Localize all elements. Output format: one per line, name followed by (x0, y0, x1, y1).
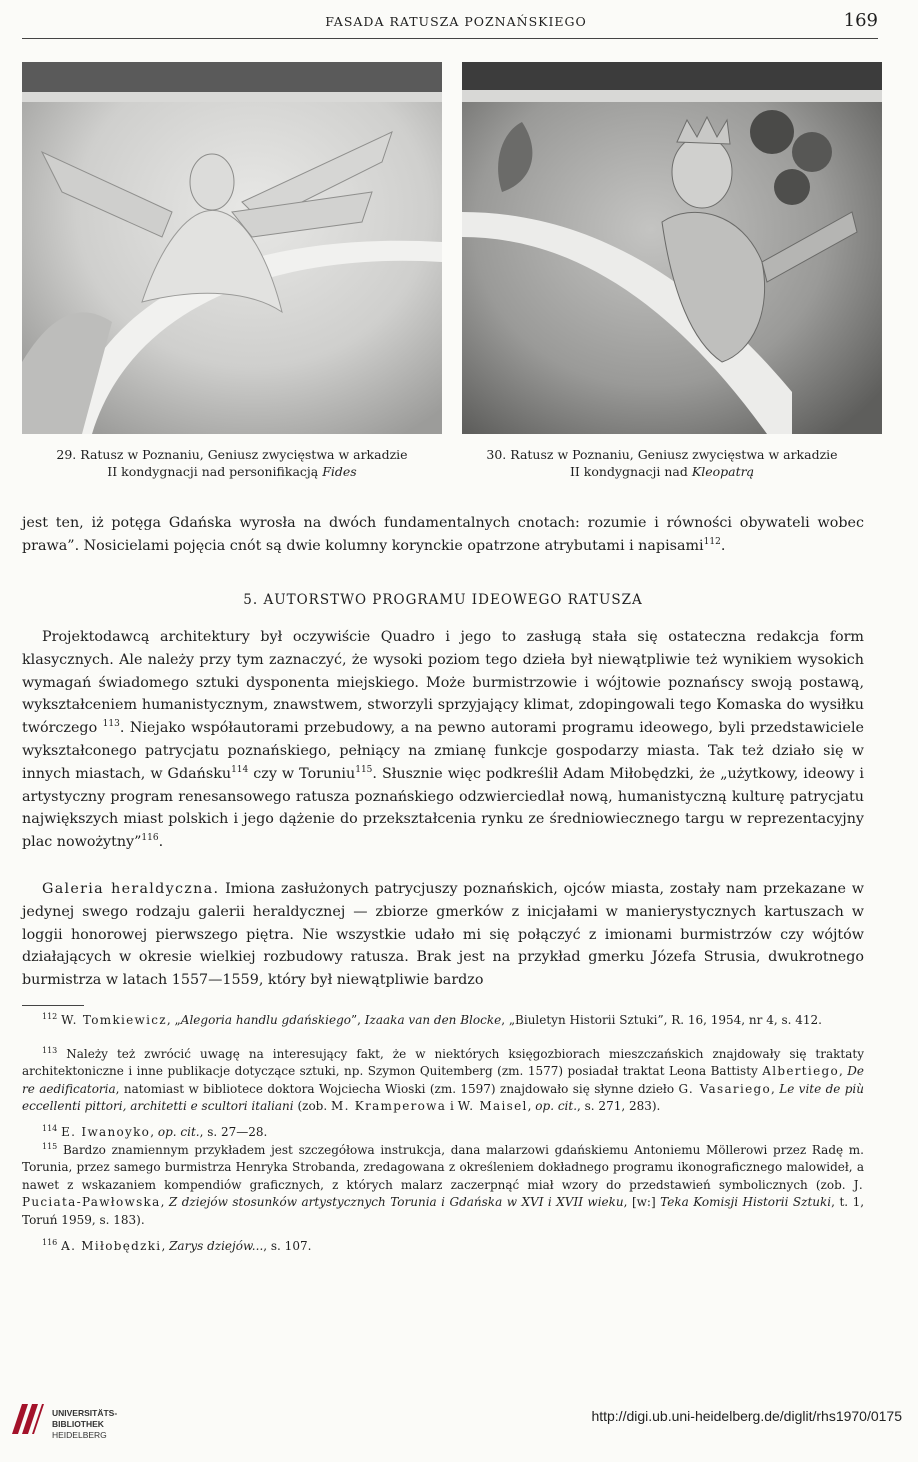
logo-line: BIBLIOTHEK (52, 1419, 104, 1429)
footnote-ref[interactable]: 116 (141, 833, 159, 844)
running-head (22, 10, 890, 34)
footnote-112: $^{112}$ W. Tomkiewicz, „Alegoria handlu gdańskiego”, Izaaka van den Blocke, „Biuletyn Historii Sztuki”, R. 16, 1954, nr 4, s. 412. (42, 1012, 822, 1027)
footnote-114: $^{114}$ E. Iwanoyko, op. cit., s. 27—28. (42, 1124, 268, 1139)
header-rule (22, 38, 878, 39)
caption-italic: Kleopatrą (691, 464, 755, 479)
source-url-link[interactable]: http://digi.ub.uni-heidelberg.de/diglit/rhs1970/0175 (591, 1408, 902, 1424)
footnote-ref[interactable]: 113 (102, 719, 120, 730)
library-logo[interactable] (8, 1400, 148, 1450)
footnote-116: $^{116}$ A. Miłobędzki, Zarys dziejów..., s. 107. (42, 1238, 312, 1253)
logo-line: HEIDELBERG (52, 1430, 107, 1440)
caption-line: II kondygnacji nad personifikacją Fides (107, 464, 357, 479)
library-logo-icon (8, 1400, 46, 1438)
body-paragraph-1: Projektodawcą architektury był oczywiście Quadro i jego to zasługą stała się ostateczna redakcja form klasycznych. Ale należy przy tym zaznaczyć, że wysoki poziom tego dzieła był niewątpliwie też wynikiem wysokich wymagań świadomego sztuki dysponenta miejskiego. Może burmistrzowie i wójtowie poznańscy swoją postawą, wykształceniem humanistycznym, znawstwem, stworzyli sprzyjający klimat, zdopingowali tego Komaska do wysiłku twórczego $^{113}$. Niejako współautorami przebudowy, a na pewno autorami programu ideowego, byli przedstawiciele wykształconego patrycjatu poznańskiego, pełniący na zmianę funkcje gospodarzy miasta. Tak też działo się w innych miastach, w Gdańsku$^{114}$ czy w Toruniu$^{115}$. Słusznie więc podkreślił Adam Miłobędzki, że „użytkowy, ideowy i artystyczny program renesansowego ratusza poznańskiego odzwierciedlał nową, humanistyczną kulturę patrycjatu największych miast polskich i jego dążenie do przekształcenia rynku ze średniowiecznego targu w reprezentacyjny plac nowożytny”$^{116}$. (22, 629, 864, 851)
section-heading: 5. AUTORSTWO PROGRAMU IDEOWEGO RATUSZA (243, 592, 643, 608)
figure-29-caption (20, 446, 444, 480)
page-number: 169 (843, 10, 878, 31)
logo-line: UNIVERSITÄTS- (52, 1408, 118, 1418)
footnote-ref[interactable]: 115 (355, 765, 373, 776)
caption-italic: Fides (322, 464, 357, 479)
footnote-ref[interactable]: 114 (231, 765, 249, 776)
footnote-115: $^{115}$ Bardzo znamiennym przykładem jest szczegółowa instrukcja, dana malarzowi gdańskiemu Antoniemu Möllerowi przez Radę m. Torunia, przez samego burmistrza Henryka Strobanda, zredagowana z określeniem dokładnego programu ikonograficznego malowideł, a nawet z wskazaniem kompendiów graficznych, z których malarz zaczerpnąć miał wzory do przedstawień symbolicznych (zob. J. Puciata-Pawłowska, Z dziejów stosunków artystycznych Torunia i Gdańska w XVI i XVII wieku, [w:] Teka Komisji Historii Sztuki, t. 1, Toruń 1959, s. 183). (22, 1142, 865, 1227)
intro-paragraph: jest ten, iż potęga Gdańska wyrosła na dwóch fundamentalnych cnotach: rozumie i równości obywateli wobec prawa”. Nosicielami pojęcia cnót są dwie kolumny korynckie opatrzone atrybutami i napisami$^{112}$. (22, 515, 864, 554)
running-title: FASADA RATUSZA POZNAŃSKIEGO (325, 14, 587, 29)
body-paragraph-2: Galeria heraldyczna. Imiona zasłużonych patrycjuszy poznańskich, ojców miasta, zostały nam przekazane w jedynej swego rodzaju galerii heraldycznej — zbiorze gmerków z inicjałami w manierystycznych kartuszach w loggii honorowej pierwszego piętra. Nie wszystkie udało mi się połączyć z imionami burmistrzów czy wójtów działających w okresie wielkiej rozbudowy ratusza. Brak jest na przykład gmerku Józefa Strusia, dwukrotnego burmistrza w latach 1557—1559, który był niewątpliwie bardzo (22, 881, 864, 989)
footnote-rule (22, 1005, 84, 1006)
footnote-113: $^{113}$ Należy też zwrócić uwagę na interesujący fakt, że w niektórych księgozbiorach mieszczańskich znajdowały się traktaty architektoniczne i inne publikacje dotyczące sztuki, np. Szymon Quitemberg (zm. 1577) posiadał traktat Leona Battisty Albertiego, De re aedificatoria, natomiast w bibliotece doktora Wojciecha Wioski (zm. 1597) znajdowało się słynne dzieło G. Vasariego, Le vite de più eccellenti pittori, architetti e scultori italiani (zob. M. Kramperowa i W. Maisel, op. cit., s. 271, 283). (22, 1046, 864, 1114)
caption-line: II kondygnacji nad Kleopatrą (569, 464, 755, 479)
run-in-heading: Galeria heraldyczna. (42, 881, 220, 897)
figure-30-image (462, 62, 882, 434)
caption-line: 29. Ratusz w Poznaniu, Geniusz zwycięstwa w arkadzie (56, 447, 408, 462)
caption-line: 30. Ratusz w Poznaniu, Geniusz zwycięstwa w arkadzie (486, 447, 838, 462)
footnote-ref[interactable]: 112 (703, 537, 721, 548)
figure-29-image (22, 62, 442, 434)
figure-30-caption (450, 446, 874, 480)
